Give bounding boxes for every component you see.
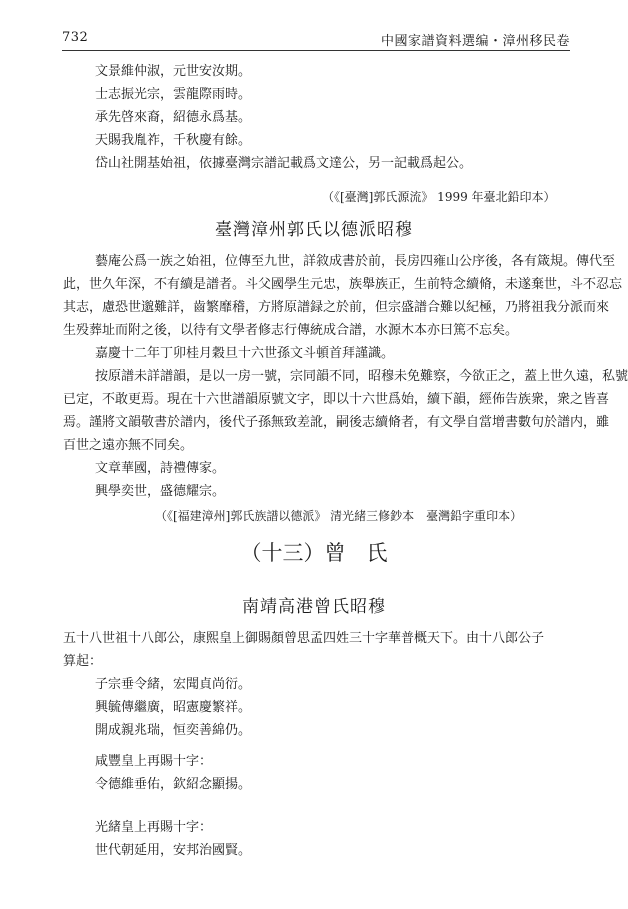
- poem-note: 岱山社開基始祖，依據臺灣宗譜記載爲文達公，另一記載爲起公。: [95, 156, 473, 171]
- verse-line: 子宗垂令緒，宏聞貞尚衍。: [95, 677, 252, 692]
- paragraph-line: 咸豐皇上再賜十字：: [95, 754, 213, 769]
- paragraph-line: 算起：: [63, 654, 103, 669]
- paragraph-line: 光緒皇上再賜十字：: [95, 820, 213, 835]
- verse-line: 興毓傳繼廣，昭憲慶繁祥。: [95, 700, 252, 715]
- verse-line: 開成親兆瑞，恒奕善綿仍。: [95, 723, 252, 738]
- verse-line: 文章華國，詩禮傳家。: [95, 461, 226, 476]
- running-title: 中國家譜資料選编・漳州移民卷: [380, 34, 570, 49]
- paragraph-line: 百世之遠亦無不同矣。: [63, 438, 194, 453]
- poem-line: 承先啓來裔，紹德永爲基。: [95, 110, 252, 125]
- page-number: 732: [62, 30, 89, 45]
- section-title: 南靖高港曾氏昭穆: [242, 597, 386, 617]
- paragraph-line: 此，世久年深，不有續是譜者。斗父國學生元忠，族舉族正，生前特念續脩，未遂棄世，斗不忍忘: [63, 277, 623, 292]
- verse-line: 世代朝延用，安邦治國賢。: [95, 843, 252, 858]
- running-header: [62, 30, 570, 51]
- poem-line: 天賜我胤祚，千秋慶有餘。: [95, 133, 252, 148]
- paragraph-line: 已定，不敢更焉。現在十六世譜韻原號文字，即以十六世爲始，續下韻，經佈告族衆，衆之皆喜: [63, 392, 610, 407]
- poem-line: 士志振光宗，雲龍際雨時。: [95, 87, 252, 102]
- section-title: 臺灣漳州郭氏以德派昭穆: [215, 220, 413, 240]
- paragraph-line: 生殁葬址而附之後，以待有文學者修志行傳統成合譜，水源木本亦曰篤不忘矣。: [63, 323, 519, 338]
- verse-line: 令德維垂佑，欽紹念顯揚。: [95, 777, 252, 792]
- source-citation: （《[臺灣]郭氏源流》 1999 年臺北鉛印本）: [322, 190, 556, 204]
- chapter-title: （十三）曾 氏: [240, 541, 388, 565]
- verse-line: 興學奕世，盛德耀宗。: [95, 484, 226, 499]
- paragraph-line: 其志，慮恐世邈難詳，齒繁靡稽，方將原譜録之於前，但宗盛譜合難以紀極，乃將祖我分派而來: [63, 300, 610, 315]
- paragraph-line: 藝庵公爲一族之始祖，位傳至九世，詳敘成書於前，長房四雍山公序後，各有箴規。傳代至: [95, 254, 616, 269]
- paragraph-line: 焉。謹將文韻敬書於譜内，後代子孫無致差訛，嗣後志續脩者，有文學自當增書數句於譜内，雖: [63, 415, 610, 430]
- poem-line: 文景維仲淑，元世安汝期。: [95, 64, 252, 79]
- paragraph-line: 嘉慶十二年丁卯桂月穀旦十六世孫文斗頓首拜謹識。: [95, 346, 395, 361]
- paragraph-line: 五十八世祖十八郎公，康熙皇上御賜顏曾思孟四姓三十字華普概天下。由十八郎公子: [63, 631, 545, 646]
- paragraph-line: 按原譜未詳譜韻，是以一房一號，宗同韻不同，昭穆未免難察，今欲正之，蓋上世久遠，私號: [95, 369, 628, 384]
- source-citation: （《[福建漳州]郭氏族譜以德派》 清光緒三修鈔本 臺灣鉛字重印本）: [155, 509, 523, 523]
